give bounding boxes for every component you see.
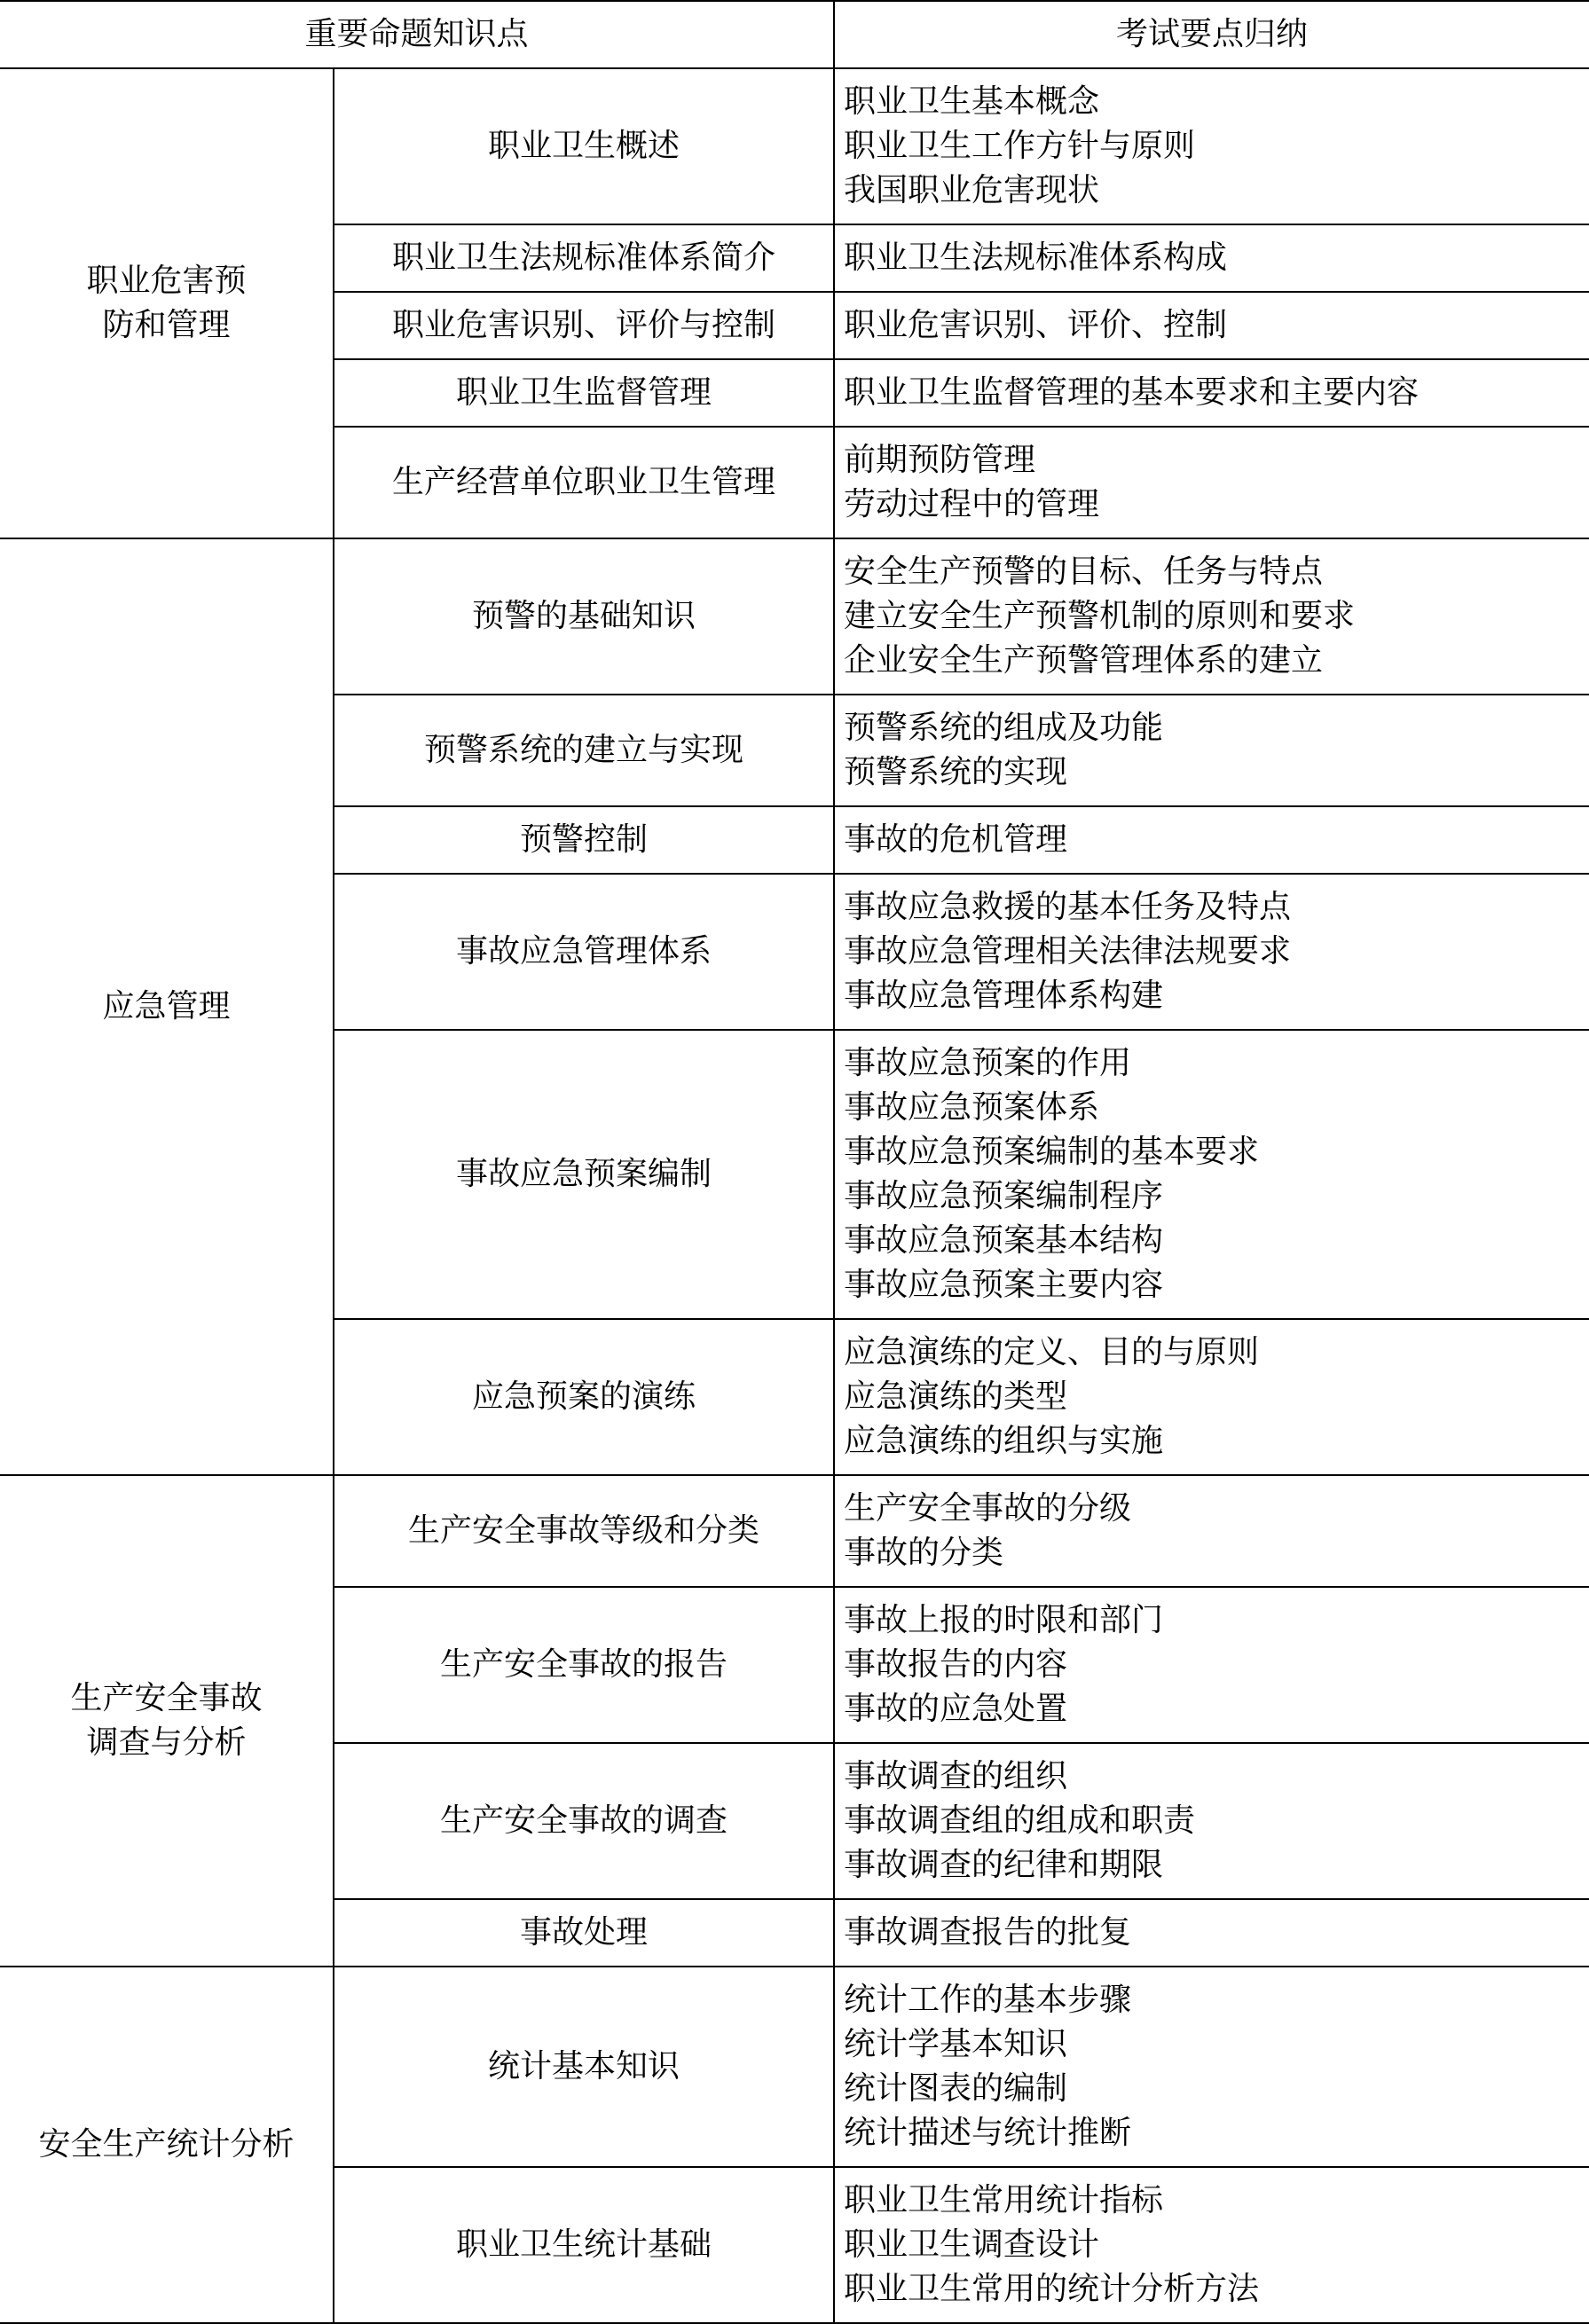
exam-point-item: 职业卫生监督管理的基本要求和主要内容	[844, 374, 1420, 411]
exam-points-cell	[834, 1319, 1589, 1475]
table-row	[0, 1967, 1589, 2167]
exam-point-item: 建立安全生产预警机制的原则和要求	[844, 598, 1356, 634]
exam-point-item: 职业卫生工作方针与原则	[844, 128, 1196, 164]
topic-cell: 生产经营单位职业卫生管理	[334, 427, 834, 538]
exam-points-cell	[834, 359, 1589, 427]
exam-points-cell	[834, 1030, 1589, 1319]
section-name	[0, 538, 334, 1475]
exam-point-item: 应急演练的组织与实施	[844, 1423, 1164, 1459]
section-name-line: 安全生产统计分析	[38, 2126, 295, 2163]
exam-points-cell	[834, 695, 1589, 806]
exam-points-cell	[834, 1967, 1589, 2167]
table-header-row	[0, 1, 1589, 68]
exam-points-cell	[834, 224, 1589, 292]
exam-point-item: 事故上报的时限和部门	[844, 1602, 1164, 1638]
exam-point-item: 我国职业危害现状	[844, 172, 1100, 208]
table-row	[0, 1475, 1589, 1587]
exam-points-cell	[834, 292, 1589, 359]
topic-cell: 生产安全事故的报告	[334, 1587, 834, 1743]
exam-point-item: 职业卫生常用统计指标	[844, 2182, 1164, 2218]
exam-point-item: 事故应急预案体系	[844, 1089, 1100, 1126]
section-name	[0, 1967, 334, 2323]
exam-point-item: 应急演练的定义、目的与原则	[844, 1334, 1260, 1370]
exam-point-item: 劳动过程中的管理	[844, 486, 1100, 522]
exam-points-cell	[834, 1475, 1589, 1587]
exam-point-item: 事故应急管理相关法律法规要求	[844, 933, 1292, 970]
exam-points-cell	[834, 806, 1589, 874]
exam-point-item: 企业安全生产预警管理体系的建立	[844, 642, 1324, 679]
exam-point-item: 事故调查的纪律和期限	[844, 1847, 1164, 1883]
exam-point-item: 职业卫生基本概念	[844, 83, 1100, 120]
exam-point-item: 职业卫生常用的统计分析方法	[844, 2271, 1260, 2307]
exam-points-cell	[834, 1587, 1589, 1743]
exam-point-item: 职业卫生法规标准体系构成	[844, 239, 1228, 276]
exam-point-item: 事故的分类	[844, 1535, 1004, 1571]
exam-points-cell	[834, 68, 1589, 224]
section-name-line: 应急管理	[102, 988, 231, 1025]
exam-point-item: 统计图表的编制	[844, 2070, 1068, 2107]
header-knowledge-points: 重要命题知识点	[0, 1, 834, 68]
exam-point-item: 应急演练的类型	[844, 1378, 1068, 1415]
topic-cell: 事故处理	[334, 1899, 834, 1967]
exam-points-cell	[834, 874, 1589, 1030]
exam-point-item: 事故调查组的组成和职责	[844, 1802, 1196, 1839]
exam-point-item: 事故应急预案编制程序	[844, 1178, 1164, 1214]
topic-cell: 职业危害识别、评价与控制	[334, 292, 834, 359]
exam-point-item: 事故应急预案基本结构	[844, 1222, 1164, 1259]
topic-cell: 职业卫生统计基础	[334, 2167, 834, 2323]
exam-point-item: 事故应急救援的基本任务及特点	[844, 889, 1292, 925]
topic-cell: 预警系统的建立与实现	[334, 695, 834, 806]
exam-point-item: 事故应急预案主要内容	[844, 1267, 1164, 1303]
exam-point-item: 事故的危机管理	[844, 821, 1068, 858]
exam-points-cell	[834, 1899, 1589, 1967]
topic-cell: 职业卫生概述	[334, 68, 834, 224]
section-name	[0, 68, 334, 538]
exam-point-item: 事故应急管理体系构建	[844, 977, 1164, 1014]
exam-points-cell	[834, 1743, 1589, 1899]
topic-cell: 职业卫生法规标准体系简介	[334, 224, 834, 292]
exam-points-cell	[834, 538, 1589, 695]
exam-points-cell	[834, 2167, 1589, 2323]
exam-point-item: 事故调查报告的批复	[844, 1914, 1132, 1951]
topic-cell: 生产安全事故等级和分类	[334, 1475, 834, 1587]
exam-points-cell	[834, 427, 1589, 538]
section-name-line: 调查与分析	[86, 1724, 247, 1761]
exam-point-item: 统计描述与统计推断	[844, 2115, 1132, 2151]
topic-cell: 预警控制	[334, 806, 834, 874]
exam-point-item: 职业卫生调查设计	[844, 2226, 1100, 2263]
exam-point-item: 安全生产预警的目标、任务与特点	[844, 554, 1324, 590]
table-body	[0, 68, 1589, 2323]
exam-point-item: 事故调查的组织	[844, 1758, 1068, 1794]
exam-point-item: 事故应急预案的作用	[844, 1045, 1132, 1081]
topic-cell: 统计基本知识	[334, 1967, 834, 2167]
exam-point-item: 事故的应急处置	[844, 1691, 1068, 1727]
section-name-line: 防和管理	[102, 307, 231, 343]
exam-point-item: 前期预防管理	[844, 442, 1036, 478]
exam-point-item: 事故报告的内容	[844, 1646, 1068, 1683]
exam-point-item: 预警系统的实现	[844, 754, 1068, 790]
topic-cell: 事故应急预案编制	[334, 1030, 834, 1319]
exam-point-item: 统计工作的基本步骤	[844, 1982, 1132, 2018]
topic-cell: 职业卫生监督管理	[334, 359, 834, 427]
exam-point-item: 统计学基本知识	[844, 2026, 1068, 2062]
exam-point-item: 事故应急预案编制的基本要求	[844, 1134, 1260, 1170]
header-exam-points: 考试要点归纳	[834, 1, 1589, 68]
exam-point-item: 职业危害识别、评价、控制	[844, 307, 1228, 343]
topic-cell: 预警的基础知识	[334, 538, 834, 695]
section-name	[0, 1475, 334, 1967]
topic-cell: 生产安全事故的调查	[334, 1743, 834, 1899]
table-row	[0, 68, 1589, 224]
exam-point-item: 预警系统的组成及功能	[844, 710, 1164, 746]
exam-point-item: 生产安全事故的分级	[844, 1490, 1132, 1527]
section-name-line: 职业危害预	[86, 263, 247, 299]
section-name-line: 生产安全事故	[70, 1680, 263, 1716]
topic-cell: 应急预案的演练	[334, 1319, 834, 1475]
topic-cell: 事故应急管理体系	[334, 874, 834, 1030]
table-row	[0, 538, 1589, 695]
